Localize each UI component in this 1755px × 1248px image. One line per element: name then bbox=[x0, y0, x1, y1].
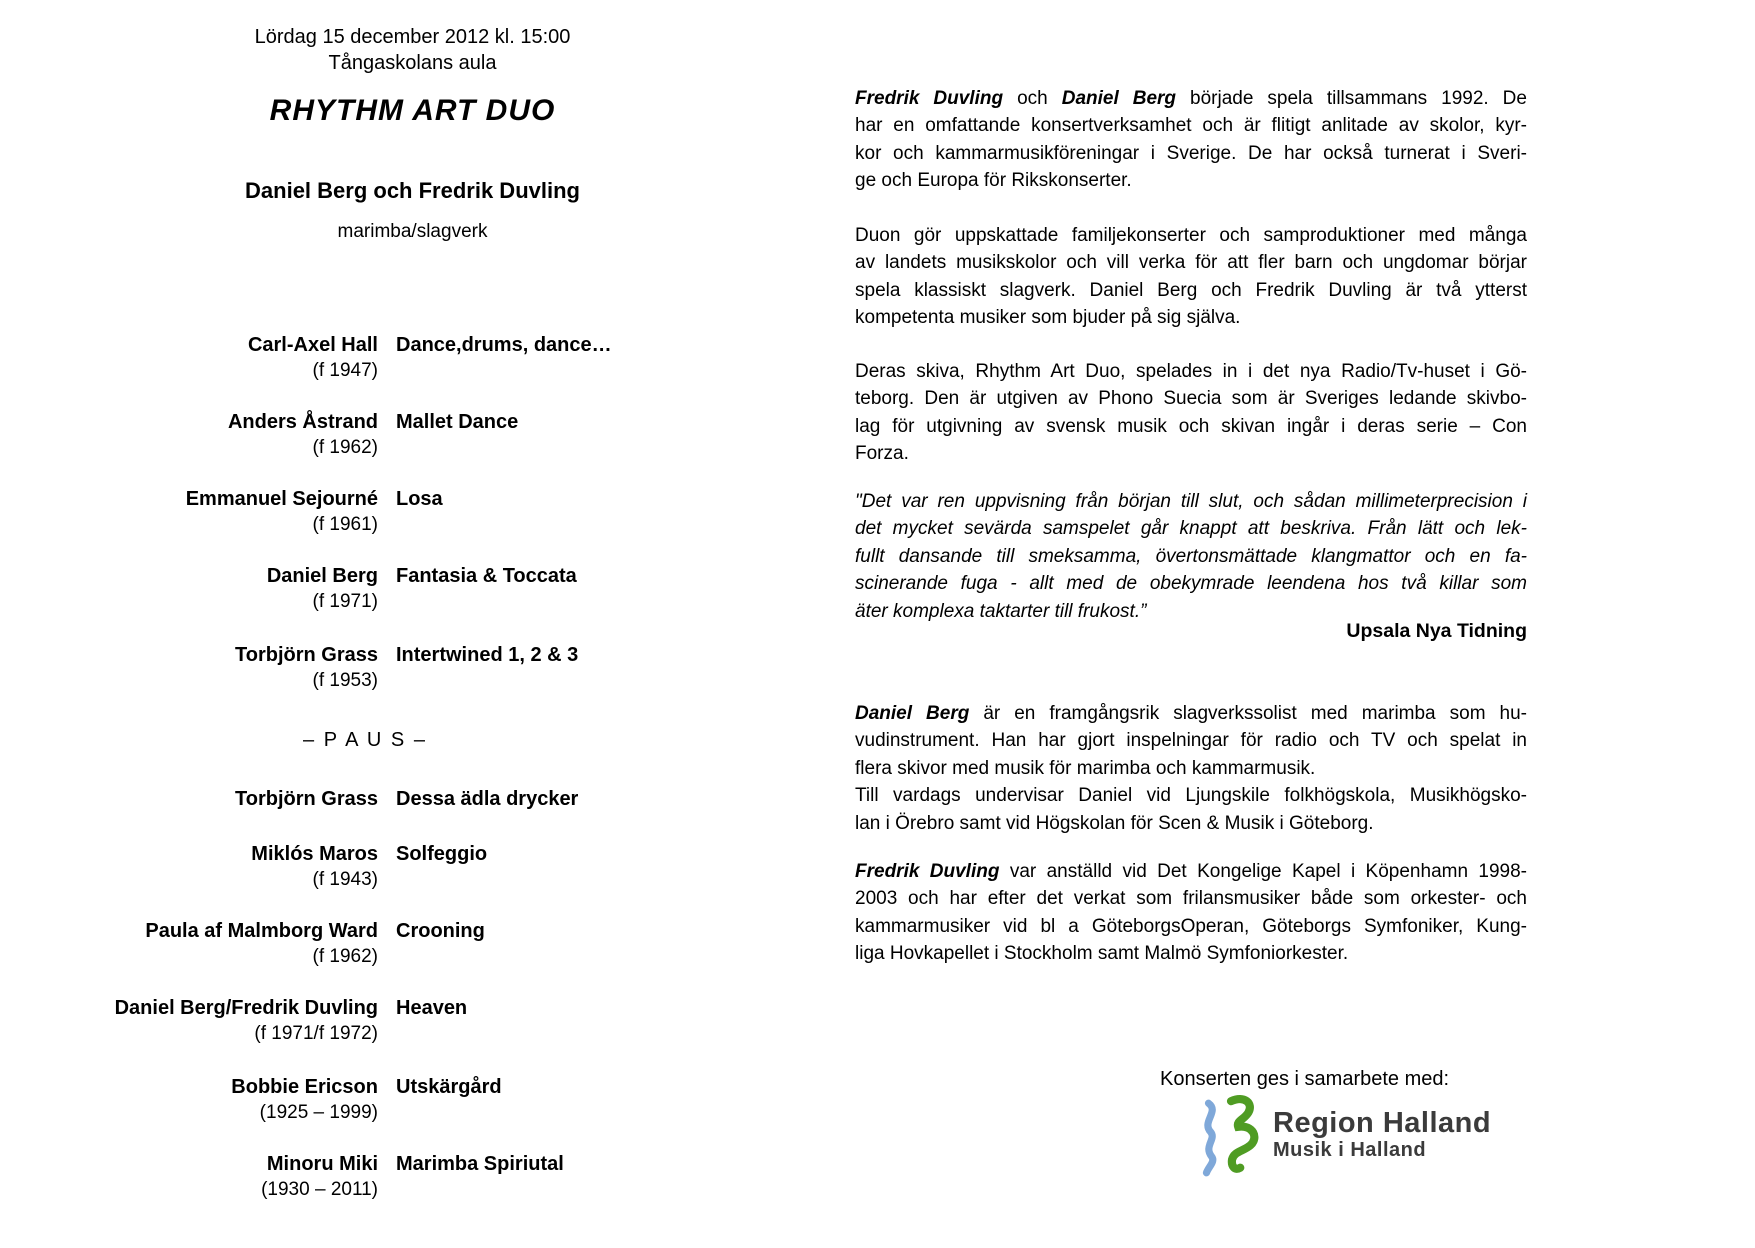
text-line: 2003 och har efter det verkat som frilansmusiker både som orkester- och bbox=[855, 888, 1527, 910]
text-line: av landets musikskolor och vill verka för att fler barn och ungdomar börjar bbox=[855, 252, 1527, 274]
bio-paragraph bbox=[855, 700, 1527, 837]
composer-name: Paula af Malmborg Ward bbox=[145, 920, 378, 942]
composer-name: Torbjörn Grass bbox=[235, 788, 378, 810]
program-entry bbox=[0, 409, 518, 461]
text-line: lan i Örebro samt vid Högskolan för Scen & Musik i Göteborg. bbox=[855, 812, 1374, 834]
text-line: "Det var ren uppvisning från början till slut, och sådan millimeterprecision i bbox=[855, 491, 1527, 512]
composer-years: (f 1971/f 1972) bbox=[254, 1023, 378, 1044]
piece-title: Marimba Spiriutal bbox=[396, 1153, 564, 1175]
quote-attribution: Upsala Nya Tidning bbox=[1346, 620, 1527, 642]
performers-line: Daniel Berg och Fredrik Duvling bbox=[245, 178, 580, 203]
composer-years: (f 1962) bbox=[312, 946, 378, 967]
program-entry bbox=[0, 918, 485, 970]
text-line: Fredrik Duvling och Daniel Berg började spela tillsammans 1992. De bbox=[855, 88, 1527, 109]
composer-name: Minoru Miki bbox=[266, 1153, 378, 1175]
composer-name: Bobbie Ericson bbox=[231, 1076, 378, 1098]
text-line: liga Hovkapellet i Stockholm samt Malmö Symfoniorkester. bbox=[855, 943, 1349, 965]
text-line: Duon gör uppskattade familjekonserter och samproduktioner med många bbox=[855, 225, 1527, 246]
review-quote-paragraph bbox=[855, 488, 1527, 625]
composer-years: (f 1947) bbox=[312, 360, 378, 381]
text-line: fullt dansande till smeksamma, övertonsmättade klangmattor och en fa- bbox=[855, 545, 1527, 567]
program-entry bbox=[0, 642, 578, 694]
composer-years: (f 1971) bbox=[312, 591, 378, 612]
instruments-line: marimba/slagverk bbox=[337, 221, 488, 242]
composer-years: (f 1953) bbox=[312, 670, 378, 691]
text-line: vudinstrument. Han har gjort inspelningar för radio och TV och spelat in bbox=[855, 730, 1527, 752]
text-line: Daniel Berg är en framgångsrik slagverkssolist med marimba som hu- bbox=[855, 703, 1527, 724]
text-line: det mycket sevärda samspelet går knappt att beskriva. Från lätt och lek- bbox=[855, 518, 1527, 540]
text-line: äter komplexa taktarter till frukost.” bbox=[855, 600, 1147, 622]
text-line: kompetenta musiker som bjuder på sig själva. bbox=[855, 307, 1241, 329]
composer-name: Torbjörn Grass bbox=[235, 644, 378, 666]
composer-name: Anders Åstrand bbox=[227, 411, 378, 433]
text-line: scinerande fuga - allt med de obekymrade leendena hos två killar som bbox=[855, 573, 1527, 595]
composer-years: (1930 – 2011) bbox=[261, 1179, 378, 1200]
composer-name: Daniel Berg bbox=[266, 565, 378, 587]
piece-title: Dessa ädla drycker bbox=[396, 788, 579, 810]
program-entry bbox=[0, 995, 467, 1047]
composer-years: (f 1962) bbox=[312, 437, 378, 458]
bio-paragraph bbox=[855, 222, 1527, 332]
program-entry bbox=[0, 841, 487, 893]
logo-text bbox=[1273, 1108, 1491, 1162]
concert-title: RHYTHM ART DUO bbox=[269, 94, 556, 127]
piece-title: Dance,drums, dance… bbox=[396, 334, 612, 356]
program-entry bbox=[0, 1151, 564, 1203]
piece-title: Intertwined 1, 2 & 3 bbox=[396, 644, 579, 666]
piece-title: Solfeggio bbox=[396, 843, 488, 865]
composer-years: (1925 – 1999) bbox=[259, 1102, 378, 1123]
region-halland-logo bbox=[1195, 1094, 1491, 1180]
composer-name: Carl-Axel Hall bbox=[247, 334, 378, 356]
composer-years: (f 1943) bbox=[312, 869, 378, 890]
program-entry bbox=[0, 563, 577, 615]
piece-title: Fantasia & Toccata bbox=[396, 565, 577, 587]
program-entry bbox=[0, 1074, 502, 1126]
text-line: Fredrik Duvling var anställd vid Det Kongelige Kapel i Köpenhamn 1998- bbox=[855, 861, 1527, 882]
text-line: spela klassiskt slagverk. Daniel Berg och Fredrik Duvling är två ytterst bbox=[855, 279, 1527, 301]
venue-line: Tångaskolans aula bbox=[328, 52, 497, 74]
text-line: teborg. Den är utgiven av Phono Suecia som är Sveriges ledande skivbo- bbox=[855, 388, 1527, 410]
composer-name: Emmanuel Sejourné bbox=[185, 488, 378, 510]
bio-paragraph bbox=[855, 858, 1527, 968]
text-line: Forza. bbox=[855, 443, 909, 465]
composer-years: (f 1961) bbox=[312, 514, 378, 535]
text-line: Till vardags undervisar Daniel vid Ljungskile folkhögskola, Musikhögsko- bbox=[855, 785, 1527, 807]
composer-name: Miklós Maros bbox=[251, 843, 378, 865]
date-line: Lördag 15 december 2012 kl. 15:00 bbox=[254, 26, 571, 48]
text-line: har en omfattande konsertverksamhet och är flitigt anlitade av skolor, kyr- bbox=[855, 115, 1527, 137]
text-line: ge och Europa för Rikskonserter. bbox=[855, 170, 1132, 192]
text-line: lag för utgivning av svensk musik och skivan ingår i deras serie – Con bbox=[855, 415, 1527, 437]
program-entry bbox=[0, 332, 612, 384]
piece-title: Heaven bbox=[396, 997, 468, 1019]
piece-title: Crooning bbox=[396, 920, 485, 942]
program-entry bbox=[0, 486, 443, 538]
piece-title: Mallet Dance bbox=[396, 411, 519, 433]
bio-paragraph bbox=[855, 358, 1527, 468]
logo-subtitle: Musik i Halland bbox=[1273, 1139, 1427, 1161]
text-line: kammarmusiker vid bl a GöteborgsOperan, Göteborgs Symfoniker, Kung- bbox=[855, 915, 1527, 937]
pause-label: – P A U S – bbox=[303, 729, 427, 751]
composer-name: Daniel Berg/Fredrik Duvling bbox=[114, 997, 378, 1019]
piece-title: Losa bbox=[396, 488, 443, 510]
text-line: Deras skiva, Rhythm Art Duo, spelades in i det nya Radio/Tv-huset i Gö- bbox=[855, 361, 1527, 382]
program-entry bbox=[0, 786, 578, 812]
bio-paragraph bbox=[855, 85, 1527, 195]
region-halland-logo-icon bbox=[1195, 1094, 1265, 1180]
text-line: kor och kammarmusikföreningar i Sverige. De har också turnerat i Sveri- bbox=[855, 142, 1527, 164]
text-line: flera skivor med musik för marimba och kammarmusik. bbox=[855, 757, 1316, 779]
collaboration-line: Konserten ges i samarbete med: bbox=[1160, 1068, 1450, 1090]
logo-title: Region Halland bbox=[1273, 1107, 1492, 1139]
piece-title: Utskärgård bbox=[396, 1076, 502, 1098]
